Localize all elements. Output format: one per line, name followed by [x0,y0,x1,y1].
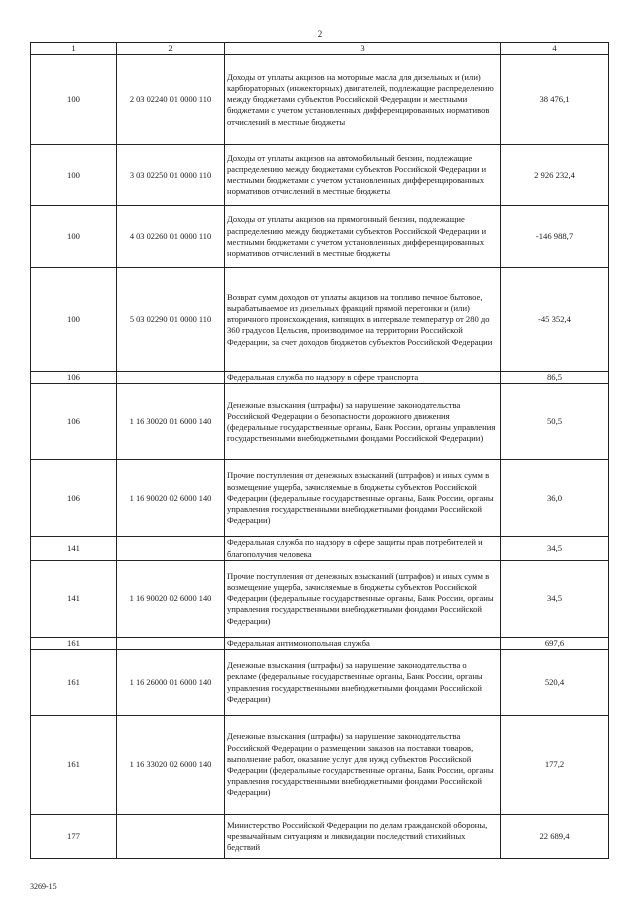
budget-code-cell: 1 16 90020 02 6000 140 [117,560,225,637]
column-header-3: 3 [225,43,501,55]
revenue-name-cell: Денежные взыскания (штрафы) за нарушение законодательства Российской Федерации о размещении заказов на поставки товаров, выполнение работ, оказание услуг для нужд субъектов Российской Федерации (федеральные государственные органы, Банк России, органы управления государственными внебюджетными фондами Российской Федерации) [225,716,501,815]
budget-code-cell: 5 03 02290 01 0000 110 [117,268,225,372]
admin-code-cell: 100 [31,206,117,268]
table-row [31,206,609,268]
amount-cell: 520,4 [501,650,609,716]
agency-section-row [31,372,609,384]
amount-cell: 86,5 [501,372,609,384]
admin-code-cell: 100 [31,145,117,206]
amount-cell: 697,6 [501,637,609,649]
budget-code-cell [117,637,225,649]
budget-code-cell: 1 16 30020 01 6000 140 [117,384,225,460]
table-row [31,384,609,460]
amount-cell: 22 689,4 [501,815,609,859]
admin-code-cell: 177 [31,815,117,859]
revenue-name-cell: Возврат сумм доходов от уплаты акцизов на топливо печное бытовое, вырабатываемое из дизельных фракций прямой перегонки и (или) вторичного происхождения, кипящих в интервале температур от 280 до 360 градусов Цельсия, производимое на территории Российской Федерации, за счет доходов бюджетов субъектов Российской Федерации [225,268,501,372]
agency-name-cell: Министерство Российской Федерации по делам гражданской обороны, чрезвычайным ситуациям и ликвидации последствий стихийных бедствий [225,815,501,859]
revenue-name-cell: Доходы от уплаты акцизов на моторные масла для дизельных и (или) карбюраторных (инжекторных) двигателей, подлежащие распределению между бюджетами субъектов Российской Федерации и местными бюджетами с учетом установленных дифференцированных нормативов отчислений в местные бюджеты [225,55,501,145]
admin-code-cell: 106 [31,372,117,384]
admin-code-cell: 106 [31,384,117,460]
revenue-name-cell: Денежные взыскания (штрафы) за нарушение законодательства Российской Федерации о безопасности дорожного движения (федеральные государственные органы, Банк России, органы управления государственными внебюджетными фондами Российской Федерации) [225,384,501,460]
table-row [31,268,609,372]
table-row [31,460,609,537]
agency-section-row [31,815,609,859]
table-row [31,55,609,145]
agency-name-cell: Федеральная служба по надзору в сфере защиты прав потребителей и благополучия человека [225,537,501,560]
admin-code-cell: 161 [31,650,117,716]
table-row [31,145,609,206]
amount-cell: 50,5 [501,384,609,460]
budget-code-cell: 3 03 02250 01 0000 110 [117,145,225,206]
amount-cell: 36,0 [501,460,609,537]
amount-cell: 34,5 [501,537,609,560]
revenue-name-cell: Доходы от уплаты акцизов на автомобильный бензин, подлежащие распределению между бюджетами субъектов Российской Федерации и местными бюджетами с учетом установленных дифференцированных нормативов отчислений в местные бюджеты [225,145,501,206]
amount-cell: 38 476,1 [501,55,609,145]
admin-code-cell: 100 [31,268,117,372]
amount-cell: 34,5 [501,560,609,637]
table-row [31,560,609,637]
agency-section-row [31,637,609,649]
budget-code-cell [117,815,225,859]
column-header-1: 1 [31,43,117,55]
column-header-4: 4 [501,43,609,55]
column-number-row [31,43,609,55]
revenue-name-cell: Прочие поступления от денежных взысканий (штрафов) и иных сумм в возмещение ущерба, зачисляемые в бюджеты субъектов Российской Федерации (федеральные государственные органы, Банк России, органы управления государственными внебюджетными фондами Российской Федерации) [225,560,501,637]
page-number: 2 [317,29,323,39]
agency-section-row [31,537,609,560]
amount-cell: 2 926 232,4 [501,145,609,206]
revenue-name-cell: Денежные взыскания (штрафы) за нарушение законодательства о рекламе (федеральные государственные органы, Банк России, органы управления государственными внебюджетными фондами Российской Федерации) [225,650,501,716]
table-row [31,650,609,716]
budget-code-cell [117,372,225,384]
budget-code-cell: 1 16 90020 02 6000 140 [117,460,225,537]
admin-code-cell: 106 [31,460,117,537]
budget-code-cell: 1 16 33020 02 6000 140 [117,716,225,815]
admin-code-cell: 161 [31,637,117,649]
amount-cell: -146 988,7 [501,206,609,268]
budget-code-cell: 2 03 02240 01 0000 110 [117,55,225,145]
revenue-name-cell: Доходы от уплаты акцизов на прямогонный бензин, подлежащие распределению между бюджетами субъектов Российской Федерации и местными бюджетами с учетом установленных дифференцированных нормативов отчислений в местные бюджеты [225,206,501,268]
budget-code-cell: 4 03 02260 01 0000 110 [117,206,225,268]
agency-name-cell: Федеральная антимонопольная служба [225,637,501,649]
budget-revenue-table [30,42,609,859]
column-header-2: 2 [117,43,225,55]
revenue-name-cell: Прочие поступления от денежных взысканий (штрафов) и иных сумм в возмещение ущерба, зачисляемые в бюджеты субъектов Российской Федерации (федеральные государственные органы, Банк России, органы управления государственными внебюджетными фондами Российской Федерации) [225,460,501,537]
admin-code-cell: 141 [31,537,117,560]
document-footer-code: 3269-15 [30,882,57,891]
agency-name-cell: Федеральная служба по надзору в сфере транспорта [225,372,501,384]
budget-code-cell: 1 16 26000 01 6000 140 [117,650,225,716]
amount-cell: -45 352,4 [501,268,609,372]
admin-code-cell: 141 [31,560,117,637]
admin-code-cell: 100 [31,55,117,145]
table-row [31,716,609,815]
budget-code-cell [117,537,225,560]
amount-cell: 177,2 [501,716,609,815]
admin-code-cell: 161 [31,716,117,815]
